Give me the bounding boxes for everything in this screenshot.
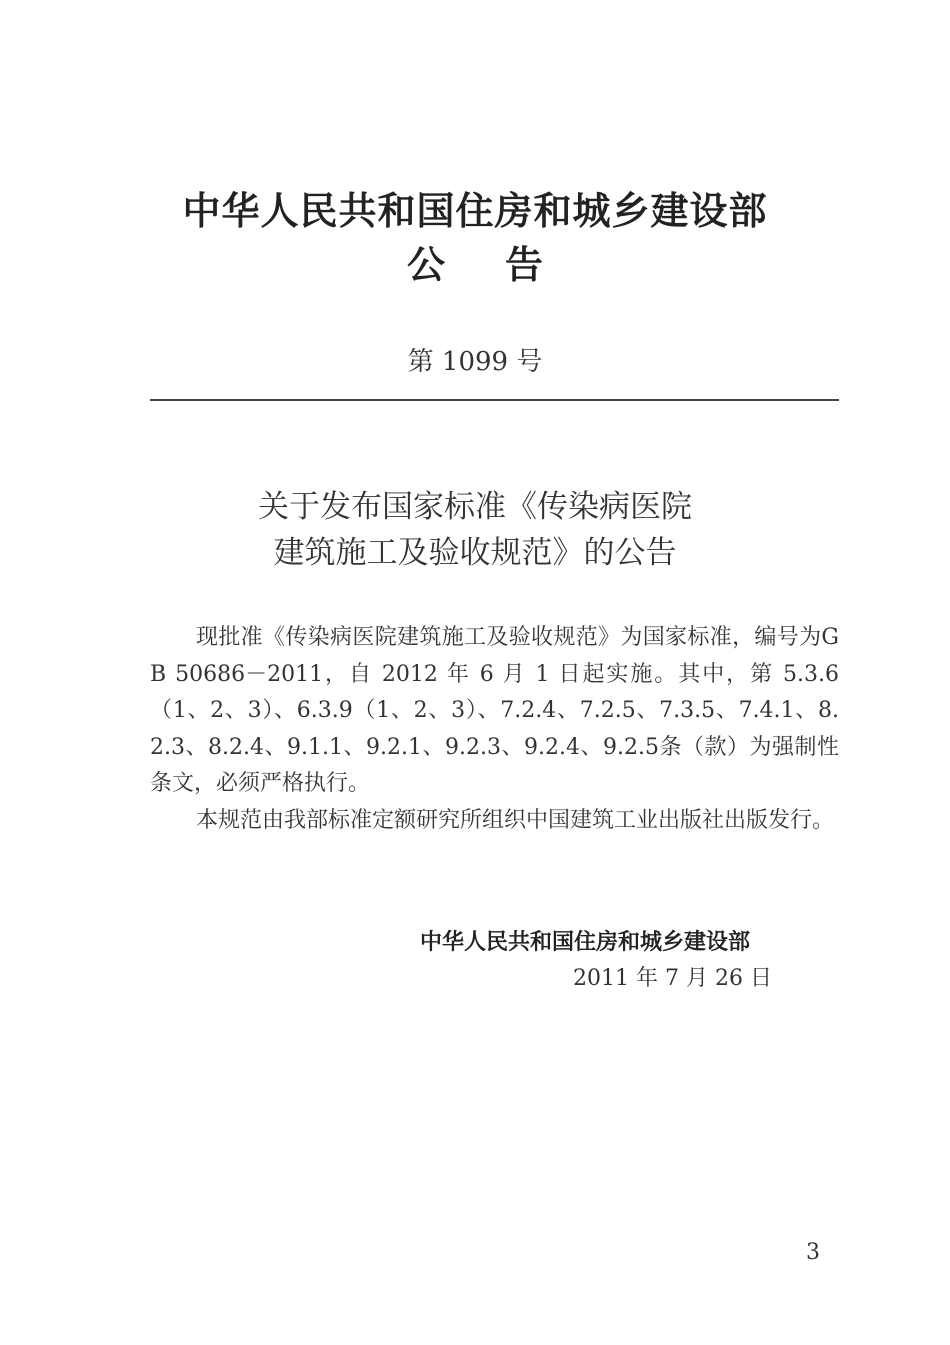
notice-heading: 公告 [406,243,603,287]
signature-date: 2011 年 7 月 26 日 [573,966,772,991]
subject-line-2: 建筑施工及验收规范》的公告 [273,535,677,571]
notice-number: 第 1099 号 [407,347,543,377]
issuer-title: 中华人民共和国住房和城乡建设部 [182,189,768,233]
body-paragraph-1: 现批准《传染病医院建筑施工及验收规范》为国家标准，编号为GB 50686－2011，自 2012 年 6 月 1 日起实施。其中，第 5.3.6（1、2、3）、6.3.9（1、2、3）、7.2.4、7.2.5、7.3.5、7.4.1、8.2.3、8.2.4、9.1.1、9.2.1、9.2.3、9.2.4、9.2.5条（款）为强制性条文，必须严格执行。 [150,625,839,796]
header-divider [150,399,839,401]
body-paragraph-2: 本规范由我部标准定额研究所组织中国建筑工业出版社出版发行。 [196,807,835,833]
signature-issuer: 中华人民共和国住房和城乡建设部 [420,930,751,955]
subject-line-1: 关于发布国家标准《传染病医院 [258,489,692,525]
page-number: 3 [806,1240,820,1265]
notice-body [150,620,839,839]
notice-subject [0,484,950,576]
